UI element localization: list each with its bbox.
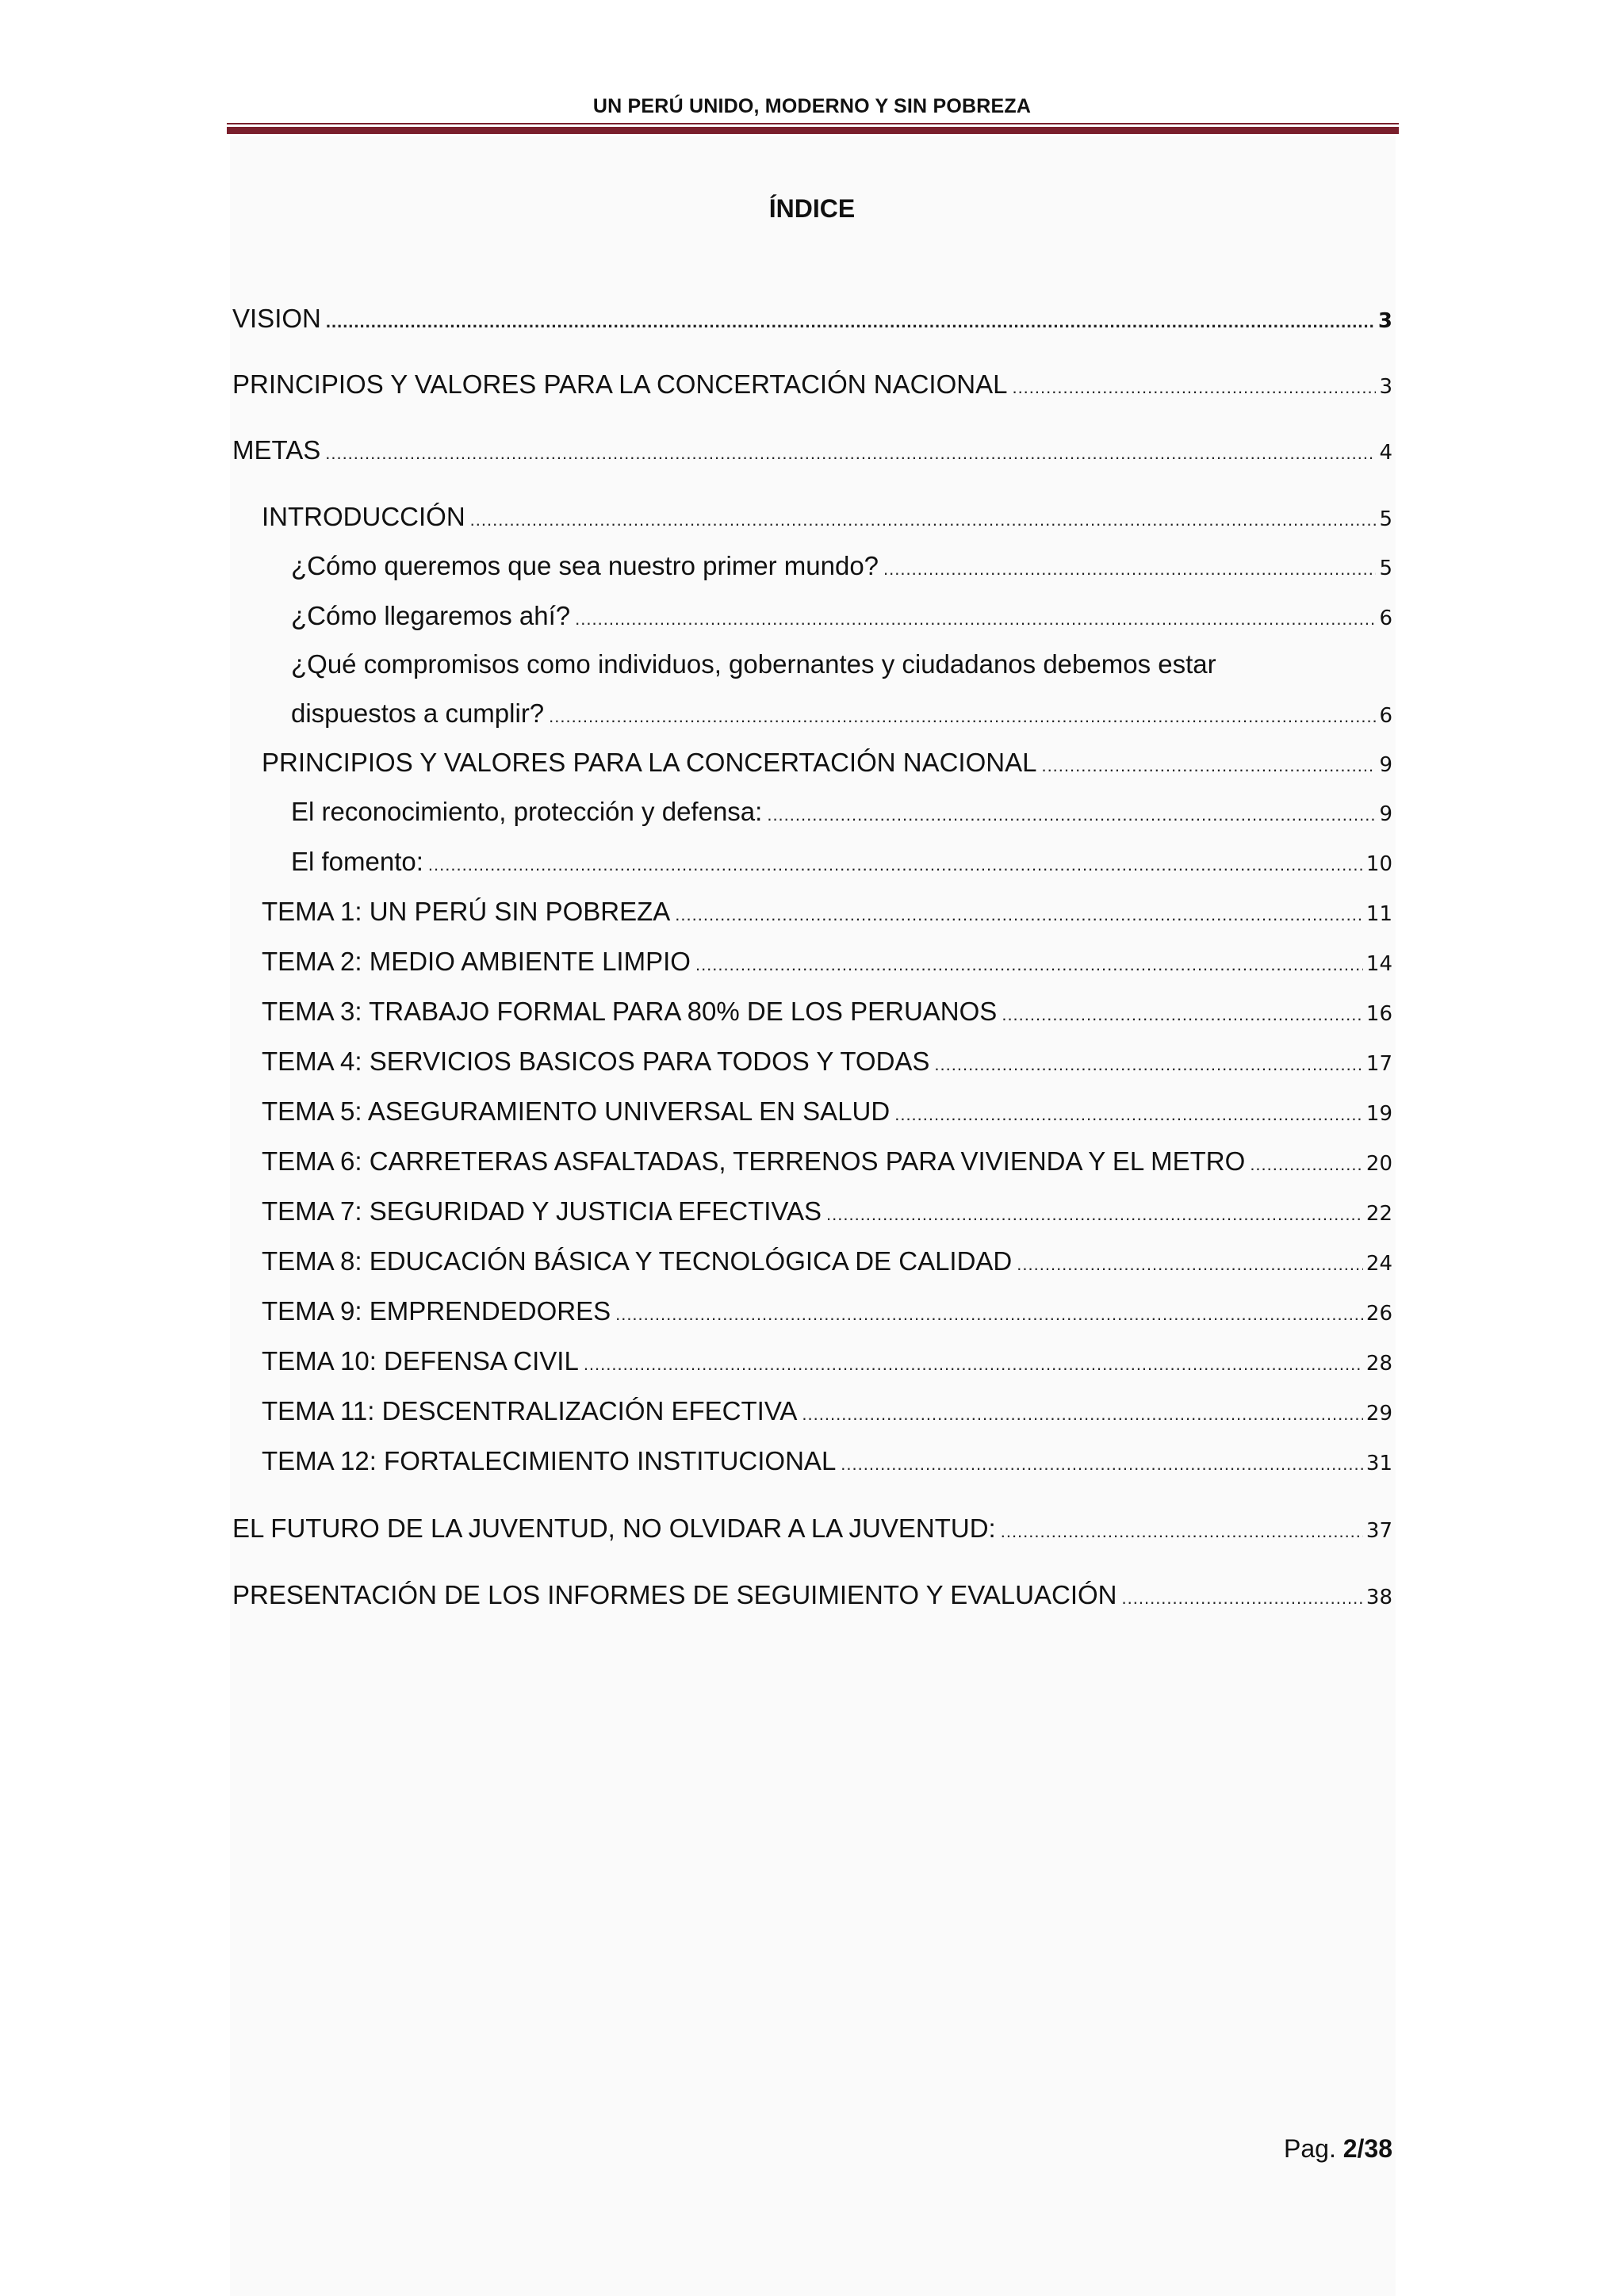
- toc-page-number: 3: [1377, 309, 1392, 333]
- toc-entry-tema-8[interactable]: TEMA 8: EDUCACIÓN BÁSICA Y TECNOLÓGICA DE CALIDAD ..... 24: [262, 1246, 1392, 1280]
- toc-page-number: 19: [1365, 1102, 1392, 1126]
- toc-title: ÍNDICE: [768, 194, 856, 223]
- toc-entry-tema-12[interactable]: TEMA 12: FORTALECIMIENTO INSTITUCIONAL ..... 31: [262, 1445, 1392, 1480]
- toc-entry-tema-9[interactable]: TEMA 9: EMPRENDEDORES ..... 26: [262, 1295, 1392, 1330]
- toc-page-number: 20: [1365, 1152, 1392, 1176]
- toc-page-number: 6: [1379, 607, 1392, 630]
- toc-entry-vision[interactable]: VISION ..... 3: [232, 303, 1392, 338]
- toc-entry-tema-4[interactable]: TEMA 4: SERVICIOS BASICOS PARA TODOS Y TODAS ..... 17: [262, 1046, 1392, 1081]
- toc-page-number: 3: [1379, 375, 1392, 399]
- toc-page-number: 10: [1365, 852, 1392, 876]
- toc-page-number: 9: [1379, 802, 1392, 826]
- toc-page-number: 16: [1365, 1002, 1392, 1026]
- toc-entry-primer-mundo[interactable]: ¿Cómo queremos que sea nuestro primer mundo? ..... 5: [291, 550, 1392, 585]
- toc-page-number: 37: [1365, 1519, 1392, 1543]
- toc-entry-compromisos-line1[interactable]: ¿Qué compromisos como individuos, gobernantes y ciudadanos debemos estar: [291, 649, 1216, 679]
- toc-entry-informes[interactable]: PRESENTACIÓN DE LOS INFORMES DE SEGUIMIENTO Y EVALUACIÓN ..... 38: [232, 1579, 1392, 1614]
- toc-page-number: 5: [1379, 557, 1392, 580]
- toc-entry-introduccion[interactable]: INTRODUCCIÓN ..... 5: [262, 501, 1392, 536]
- toc-page-number: 6: [1379, 704, 1392, 728]
- toc-entry-tema-7[interactable]: TEMA 7: SEGURIDAD Y JUSTICIA EFECTIVAS ..... 22: [262, 1196, 1392, 1230]
- toc-entry-tema-3[interactable]: TEMA 3: TRABAJO FORMAL PARA 80% DE LOS PERUANOS ..... 16: [262, 996, 1392, 1031]
- toc-entry-tema-10[interactable]: TEMA 10: DEFENSA CIVIL ..... 28: [262, 1345, 1392, 1380]
- footer-prefix: Pag.: [1284, 2134, 1336, 2163]
- toc-page-number: 24: [1365, 1252, 1392, 1276]
- page-footer: [1284, 2134, 1392, 2164]
- toc-page-number: 29: [1365, 1402, 1392, 1425]
- toc-entry-tema-5[interactable]: TEMA 5: ASEGURAMIENTO UNIVERSAL EN SALUD ..... 19: [262, 1096, 1392, 1131]
- footer-page-number: 2/38: [1342, 2134, 1392, 2163]
- toc-entry-compromisos[interactable]: dispuestos a cumplir? ..... 6: [291, 698, 1392, 733]
- header-rule: [227, 127, 1399, 134]
- toc-page-number: 17: [1365, 1052, 1392, 1076]
- toc-page-number: 11: [1365, 902, 1392, 926]
- toc-entry-principios[interactable]: PRINCIPIOS Y VALORES PARA LA CONCERTACIÓN NACIONAL ..... 3: [232, 369, 1392, 404]
- toc-page-number: 26: [1365, 1302, 1392, 1326]
- toc-entry-tema-11[interactable]: TEMA 11: DESCENTRALIZACIÓN EFECTIVA ..... 29: [262, 1395, 1392, 1430]
- toc-entry-como-llegaremos[interactable]: ¿Cómo llegaremos ahí? ..... 6: [291, 600, 1392, 635]
- toc-entry-reconocimiento[interactable]: El reconocimiento, protección y defensa: ..... 9: [291, 796, 1392, 831]
- toc-entry-tema-2[interactable]: TEMA 2: MEDIO AMBIENTE LIMPIO ..... 14: [262, 946, 1392, 981]
- toc-page-number: 4: [1379, 441, 1392, 465]
- toc-page-number: 28: [1365, 1352, 1392, 1376]
- toc-entry-principios-sub[interactable]: PRINCIPIOS Y VALORES PARA LA CONCERTACIÓN NACIONAL ..... 9: [262, 747, 1392, 782]
- toc-page-number: 38: [1365, 1586, 1392, 1609]
- toc-entry-tema-6[interactable]: TEMA 6: CARRETERAS ASFALTADAS, TERRENOS PARA VIVIENDA Y EL METRO ..... 20: [262, 1146, 1392, 1181]
- toc-page-number: 31: [1365, 1452, 1392, 1475]
- toc-entry-fomento[interactable]: El fomento: ..... 10: [291, 846, 1392, 881]
- toc-entry-tema-1[interactable]: TEMA 1: UN PERÚ SIN POBREZA ..... 11: [262, 896, 1392, 931]
- toc-page-number: 5: [1379, 507, 1392, 531]
- header-rule-thin: [227, 123, 1399, 124]
- running-header: UN PERÚ UNIDO, MODERNO Y SIN POBREZA: [592, 95, 1032, 117]
- toc-page-number: 14: [1365, 952, 1392, 976]
- toc-entry-metas[interactable]: METAS ..... 4: [232, 434, 1392, 469]
- toc-page-number: 22: [1365, 1202, 1392, 1226]
- toc-page-number: 9: [1379, 753, 1392, 777]
- toc-entry-juventud[interactable]: EL FUTURO DE LA JUVENTUD, NO OLVIDAR A LA JUVENTUD: ..... 37: [232, 1513, 1392, 1548]
